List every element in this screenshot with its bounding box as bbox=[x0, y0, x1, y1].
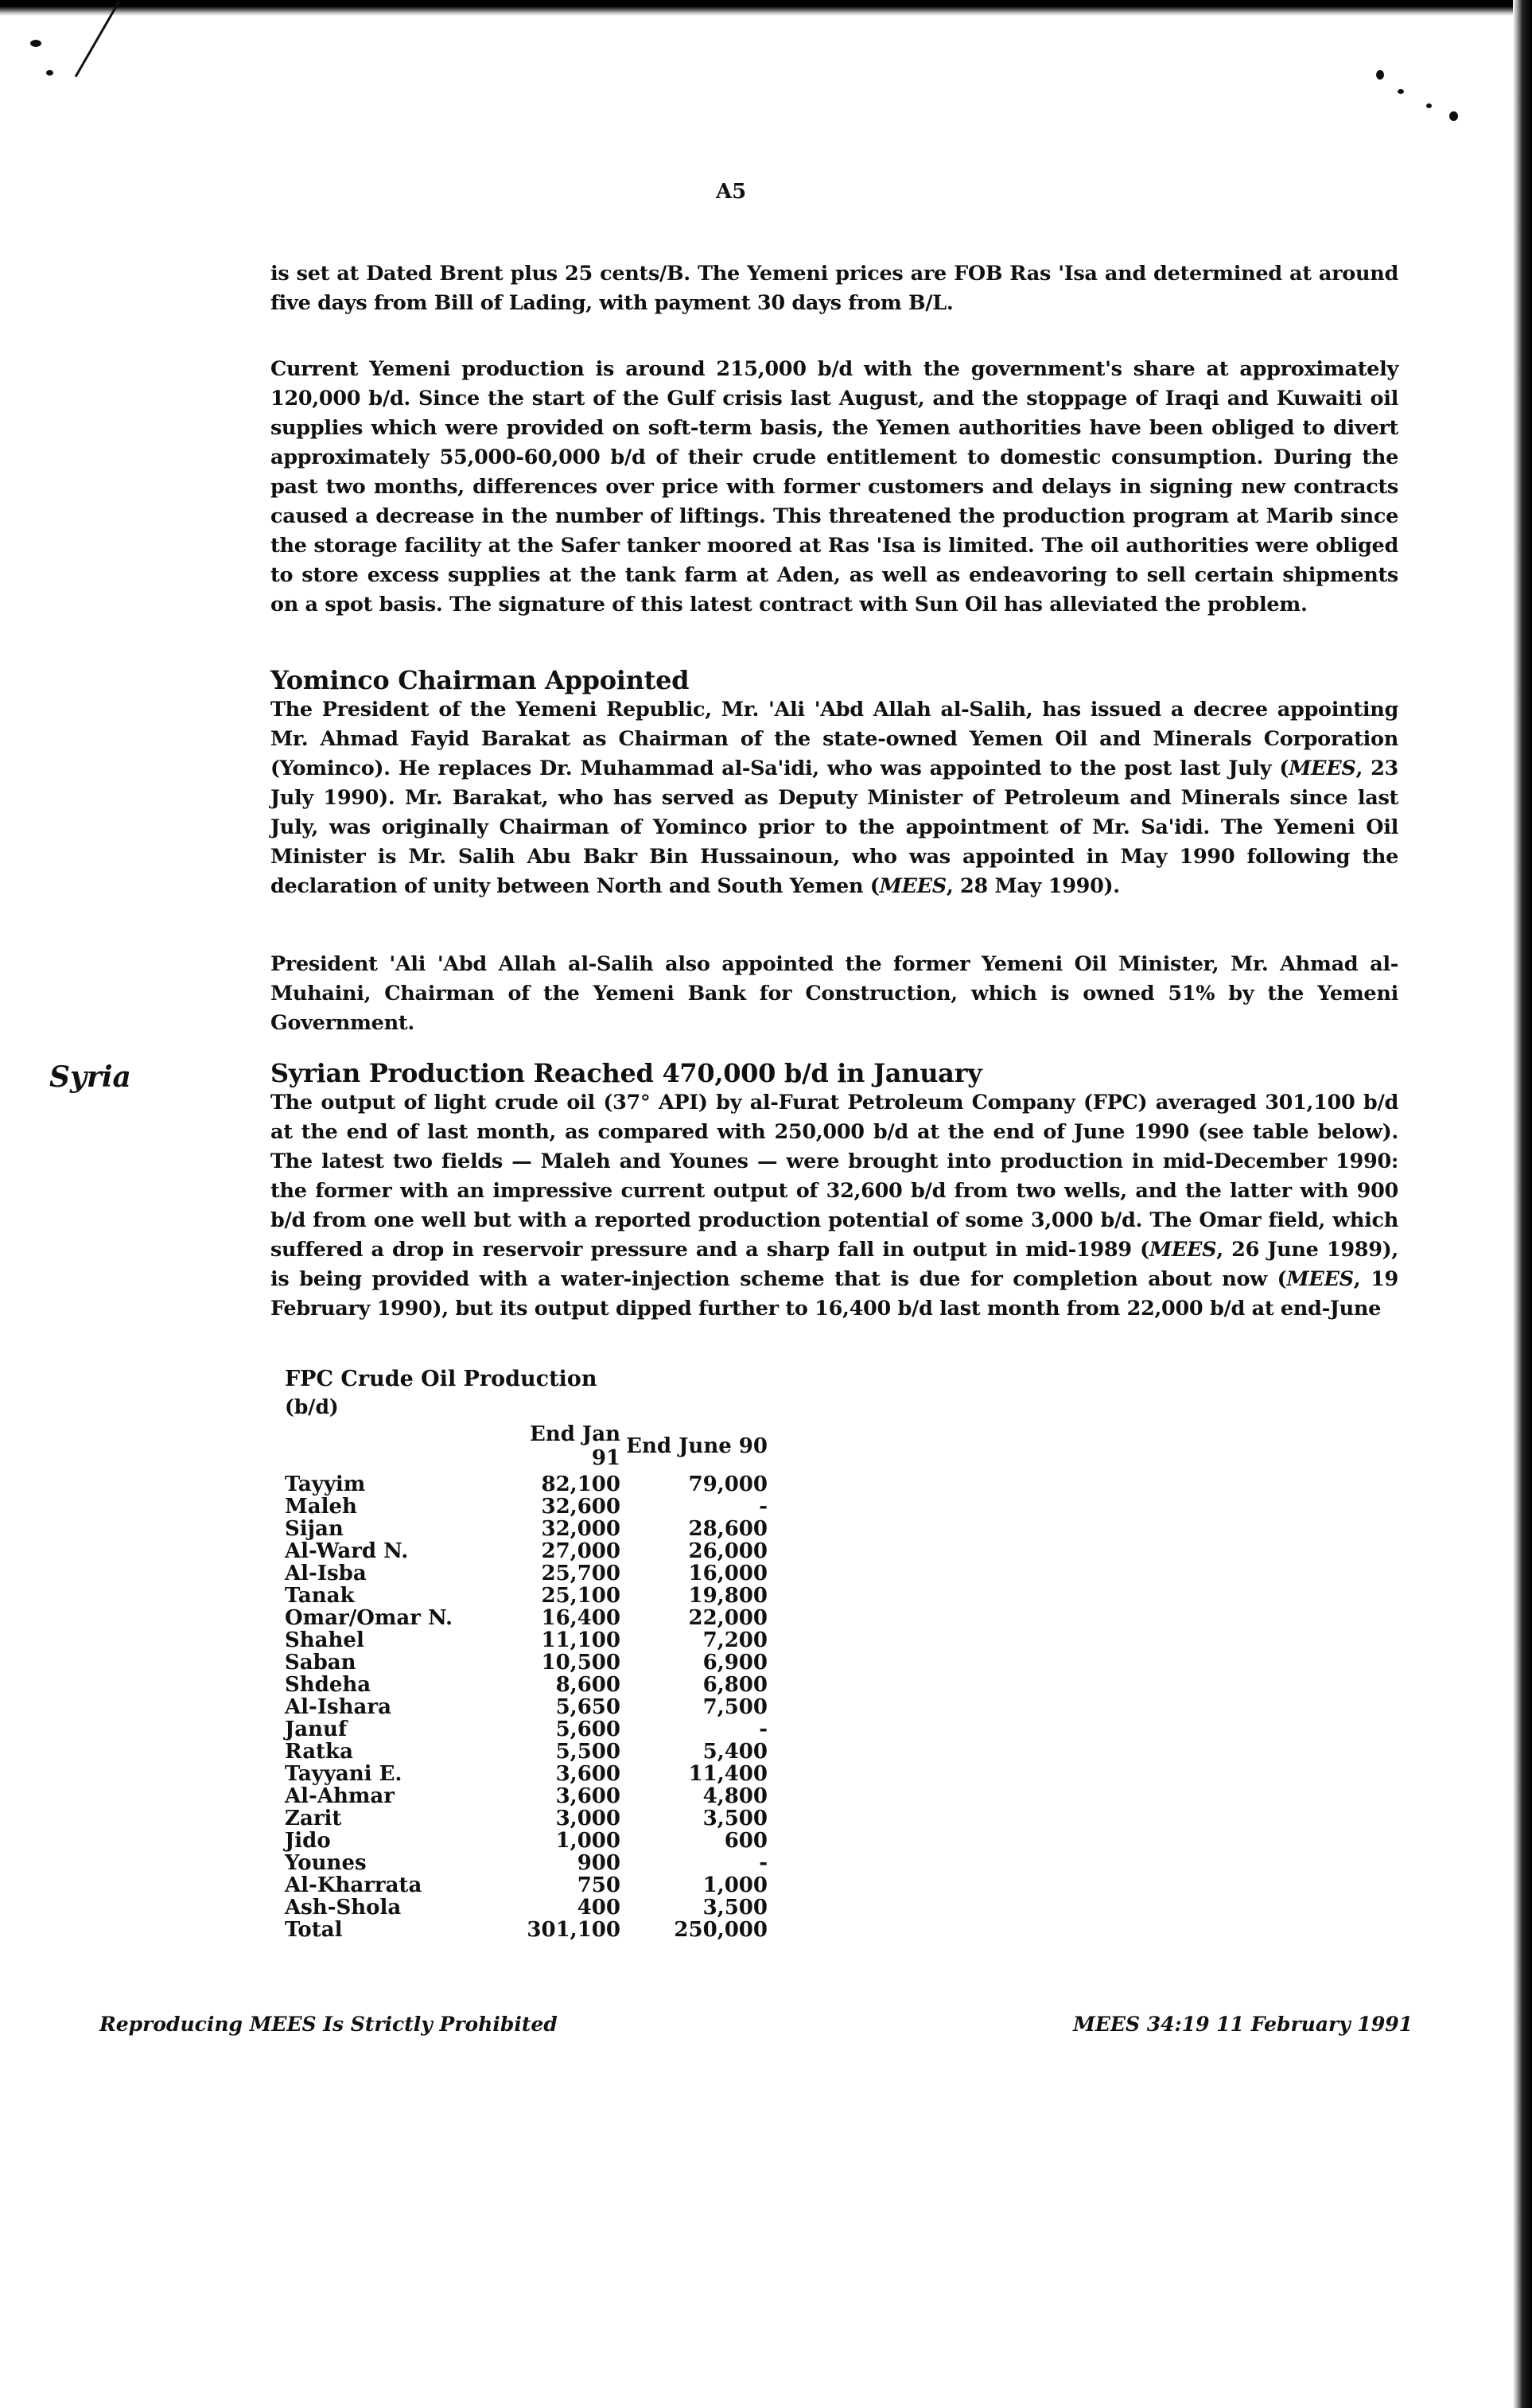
value-june90: 250,000 bbox=[674, 1918, 768, 1942]
citation: MEES bbox=[1286, 1267, 1354, 1291]
text-run: , 28 May 1990). bbox=[946, 874, 1120, 898]
scan-speck bbox=[1376, 70, 1384, 80]
table-header-row bbox=[285, 1422, 768, 1473]
value-june90: - bbox=[759, 1851, 768, 1875]
column-header-june90: End June 90 bbox=[626, 1434, 768, 1458]
table-row bbox=[285, 1741, 768, 1763]
field-name: Al-Ward N. bbox=[285, 1539, 409, 1563]
paragraph-yominco-appointment bbox=[270, 695, 1398, 901]
scan-speck bbox=[1449, 111, 1458, 121]
column-header-jan91: End Jan 91 bbox=[529, 1422, 620, 1470]
paragraph-bank-chairman: President 'Ali 'Abd Allah al-Salih also appointed the former Yemeni Oil Minister, Mr. Ahmad al-Muhaini, Chairman of the Yemeni Bank for Construction, which is owned 51% by the Yemeni Government. bbox=[270, 952, 1398, 1035]
column-header-field bbox=[285, 1422, 500, 1473]
table-row bbox=[285, 1852, 768, 1874]
field-name: Saban bbox=[285, 1651, 356, 1675]
field-name: Jido bbox=[285, 1829, 331, 1853]
value-june90: 28,600 bbox=[688, 1517, 768, 1541]
citation: MEES bbox=[879, 874, 947, 898]
text-run: , 26 June 1989), is being provided with a water-injection scheme that is due for completion about now ( bbox=[270, 1238, 1398, 1291]
value-june90: 3,500 bbox=[702, 1896, 768, 1920]
value-jan91: 3,600 bbox=[555, 1762, 620, 1786]
field-name: Tayyim bbox=[285, 1472, 366, 1496]
value-jan91: 82,100 bbox=[541, 1472, 620, 1496]
value-june90: 22,000 bbox=[688, 1606, 768, 1630]
table-body bbox=[285, 1473, 768, 1941]
value-jan91: 301,100 bbox=[527, 1918, 620, 1942]
value-jan91: 10,500 bbox=[541, 1651, 620, 1675]
field-name: Maleh bbox=[285, 1495, 357, 1519]
value-june90: 7,500 bbox=[702, 1695, 768, 1719]
value-june90: 19,800 bbox=[688, 1584, 768, 1608]
value-jan91: 5,650 bbox=[555, 1695, 620, 1719]
value-june90: 4,800 bbox=[702, 1784, 768, 1808]
citation: MEES bbox=[1289, 757, 1356, 780]
value-jan91: 27,000 bbox=[541, 1539, 620, 1563]
table-row bbox=[285, 1496, 768, 1518]
value-june90: 7,200 bbox=[702, 1628, 768, 1652]
footer-copyright: Reproducing MEES Is Strictly Prohibited bbox=[99, 2013, 558, 2036]
paragraph-pricing: is set at Dated Brent plus 25 cents/B. The Yemeni prices are FOB Ras 'Isa and determined at around five days from Bill of Lading, with payment 30 days from B/L. bbox=[270, 262, 1398, 315]
table-unit: (b/d) bbox=[285, 1395, 339, 1418]
production-table bbox=[285, 1422, 768, 1941]
text-run: The output of light crude oil (37° API) by al-Furat Petroleum Company (FPC) averaged 301,100 b/d at the end of last month, as compared with 250,000 b/d at the end of June 1990 (see table below). The latest two fields — Maleh and Younes — were brought into production in mid-December 1990: the former with an impressive current output of 32,600 b/d from two wells, and the latter with 900 b/d from one well but with a reported production potential of some 3,000 b/d. The Omar field, which suffered a drop in reservoir pressure and a sharp fall in output in mid-1989 ( bbox=[270, 1091, 1398, 1262]
field-name: Sijan bbox=[285, 1517, 344, 1541]
value-jan91: 400 bbox=[577, 1896, 620, 1920]
field-name: Ash-Shola bbox=[285, 1896, 402, 1920]
value-jan91: 5,500 bbox=[555, 1740, 620, 1764]
value-june90: 5,400 bbox=[702, 1740, 768, 1764]
table-row bbox=[285, 1607, 768, 1629]
field-name: Younes bbox=[285, 1851, 367, 1875]
field-name: Ratka bbox=[285, 1740, 353, 1764]
scan-speck bbox=[30, 40, 41, 47]
table-row bbox=[285, 1540, 768, 1562]
field-name: Zarit bbox=[285, 1807, 342, 1830]
table-row bbox=[285, 1896, 768, 1919]
value-june90: 11,400 bbox=[688, 1762, 768, 1786]
field-name: Al-Ishara bbox=[285, 1695, 391, 1719]
value-jan91: 32,000 bbox=[541, 1517, 620, 1541]
table-row bbox=[285, 1696, 768, 1718]
heading-syria-production: Syrian Production Reached 470,000 b/d in January bbox=[270, 1058, 982, 1088]
table-row bbox=[285, 1674, 768, 1696]
value-june90: - bbox=[759, 1495, 768, 1519]
table-row bbox=[285, 1830, 768, 1852]
table-row bbox=[285, 1651, 768, 1674]
value-june90: 79,000 bbox=[688, 1472, 768, 1496]
page-number: A5 bbox=[716, 180, 747, 204]
value-june90: 16,000 bbox=[688, 1562, 768, 1585]
value-jan91: 11,100 bbox=[541, 1628, 620, 1652]
footer-issue: MEES 34:19 11 February 1991 bbox=[1073, 2013, 1413, 2036]
scan-top-edge bbox=[0, 0, 1532, 16]
field-name: Januf bbox=[285, 1717, 348, 1741]
field-name: Al-Isba bbox=[285, 1562, 367, 1585]
table-row bbox=[285, 1585, 768, 1607]
heading-yominco: Yominco Chairman Appointed bbox=[270, 665, 690, 695]
table-row bbox=[285, 1473, 768, 1496]
table-total-row bbox=[285, 1919, 768, 1941]
field-name: Omar/Omar N. bbox=[285, 1606, 453, 1630]
value-june90: 6,900 bbox=[702, 1651, 768, 1675]
citation: MEES bbox=[1149, 1238, 1217, 1262]
value-june90: 1,000 bbox=[702, 1873, 768, 1897]
table-row bbox=[285, 1518, 768, 1540]
table-row bbox=[285, 1807, 768, 1830]
value-june90: 600 bbox=[724, 1829, 768, 1853]
field-name: Tanak bbox=[285, 1584, 355, 1608]
text-run: , 23 July 1990). Mr. Barakat, who has served as Deputy Minister of Petroleum and Minerals since last July, was originally Chairman of Yominco prior to the appointment of Mr. Sa'idi. The Yemeni Oil Minister is Mr. Salih Abu Bakr Bin Hussainoun, who was appointed in May 1990 following the declaration of unity between North and South Yemen ( bbox=[270, 757, 1399, 898]
value-jan91: 900 bbox=[577, 1851, 620, 1875]
value-jan91: 25,100 bbox=[541, 1584, 620, 1608]
table-title: FPC Crude Oil Production bbox=[285, 1367, 597, 1391]
text-run: The President of the Yemeni Republic, Mr. 'Ali 'Abd Allah al-Salih, has issued a decree appointing Mr. Ahmad Fayid Barakat as Chairman of the state-owned Yemen Oil and Minerals Corporation (Yominco). He replaces Dr. Muhammad al-Sa'idi, who was appointed to the post last July ( bbox=[270, 698, 1398, 780]
table-row bbox=[285, 1718, 768, 1741]
field-name: Al-Ahmar bbox=[285, 1784, 395, 1808]
scan-speck bbox=[1426, 103, 1432, 108]
value-jan91: 5,600 bbox=[555, 1717, 620, 1741]
value-june90: - bbox=[759, 1717, 768, 1741]
value-june90: 26,000 bbox=[688, 1539, 768, 1563]
table-row bbox=[285, 1785, 768, 1807]
field-name: Tayyani E. bbox=[285, 1762, 402, 1786]
scan-speck bbox=[1398, 89, 1404, 94]
scan-right-edge bbox=[1513, 0, 1532, 2408]
field-name: Shahel bbox=[285, 1628, 364, 1652]
section-label-syria: Syria bbox=[49, 1060, 131, 1094]
value-jan91: 25,700 bbox=[541, 1562, 620, 1585]
table-row bbox=[285, 1874, 768, 1896]
value-june90: 6,800 bbox=[702, 1673, 768, 1697]
value-jan91: 32,600 bbox=[541, 1495, 620, 1519]
table-row bbox=[285, 1562, 768, 1585]
text-run: , 19 February 1990), but its output dipped further to 16,400 b/d last month from 22,000 b/d at end-June bbox=[270, 1267, 1398, 1321]
scan-speck bbox=[46, 70, 53, 76]
field-name: Al-Kharrata bbox=[285, 1873, 422, 1897]
table-row bbox=[285, 1763, 768, 1785]
paragraph-fpc-output bbox=[270, 1088, 1398, 1324]
value-jan91: 16,400 bbox=[541, 1606, 620, 1630]
field-name: Shdeha bbox=[285, 1673, 371, 1697]
field-name: Total bbox=[285, 1918, 343, 1942]
value-jan91: 750 bbox=[577, 1873, 620, 1897]
value-june90: 3,500 bbox=[702, 1807, 768, 1830]
paragraph-yemen-production: Current Yemeni production is around 215,000 b/d with the government's share at approximately 120,000 b/d. Since the start of the Gulf crisis last August, and the stoppage of Iraqi and Kuwaiti oil supplies which were provided on soft-term basis, the Yemen authorities have been obliged to divert approximately 55,000-60,000 b/d of their crude entitlement to domestic consumption. During the past two months, differences over price with former customers and delays in signing new contracts caused a decrease in the number of liftings. This threatened the production program at Marib since the storage facility at the Safer tanker moored at Ras 'Isa is limited. The oil authorities were obliged to store excess supplies at the tank farm at Aden, as well as endeavoring to sell certain shipments on a spot basis. The signature of this latest contract with Sun Oil has alleviated the problem. bbox=[270, 357, 1398, 617]
value-jan91: 3,600 bbox=[555, 1784, 620, 1808]
value-jan91: 8,600 bbox=[555, 1673, 620, 1697]
value-jan91: 1,000 bbox=[555, 1829, 620, 1853]
value-jan91: 3,000 bbox=[555, 1807, 620, 1830]
table-row bbox=[285, 1629, 768, 1651]
